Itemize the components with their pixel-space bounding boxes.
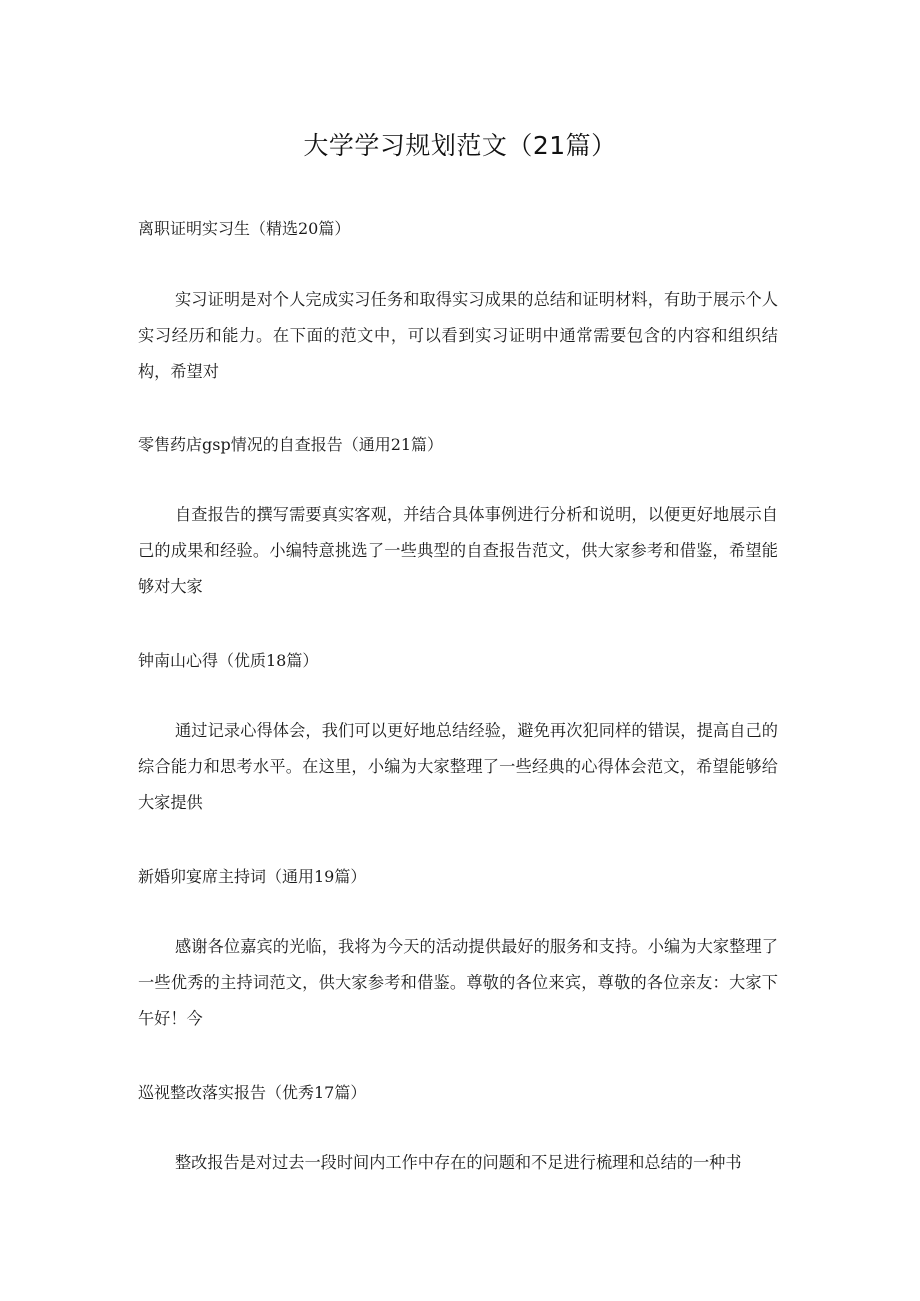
section-heading: 钟南山心得（优质18篇） (138, 651, 319, 670)
section-body: 感谢各位嘉宾的光临，我将为今天的活动提供最好的服务和支持。小编为大家整理了一些优秀的主持词范文，供大家参考和借鉴。尊敬的各位来宾，尊敬的各位亲友：大家下午好！今 (138, 937, 778, 1028)
section-body: 实习证明是对个人完成实习任务和取得实习成果的总结和证明材料，有助于展示个人实习经历和能力。在下面的范文中，可以看到实习证明中通常需要包含的内容和组织结构，希望对 (138, 290, 778, 381)
section-heading: 新婚卯宴席主持词（通用19篇） (138, 867, 367, 886)
section-body: 通过记录心得体会，我们可以更好地总结经验，避免再次犯同样的错误，提高自己的综合能力和思考水平。在这里，小编为大家整理了一些经典的心得体会范文，希望能够给大家提供 (138, 721, 778, 812)
section-body: 整改报告是对过去一段时间内工作中存在的问题和不足进行梳理和总结的一种书 (175, 1153, 742, 1172)
section-heading: 巡视整改落实报告（优秀17篇） (138, 1083, 367, 1102)
section-heading: 零售药店gsp情况的自查报告（通用21篇） (138, 435, 444, 454)
document-title: 大学学习规划范文（21篇） (303, 131, 617, 160)
section-heading: 离职证明实习生（精选20篇） (138, 219, 351, 238)
section-body: 自查报告的撰写需要真实客观，并结合具体事例进行分析和说明，以便更好地展示自己的成果和经验。小编特意挑选了一些典型的自查报告范文，供大家参考和借鉴，希望能够对大家 (138, 505, 778, 596)
